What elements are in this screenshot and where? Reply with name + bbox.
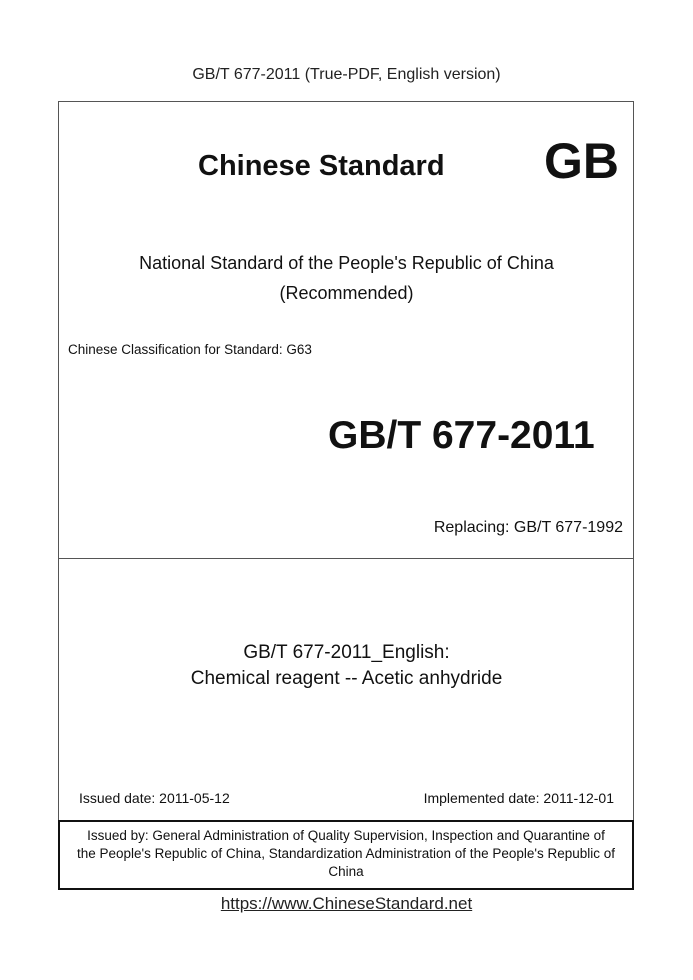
- website-link[interactable]: https://www.ChineseStandard.net: [220, 894, 473, 913]
- recommended-line: (Recommended): [279, 283, 414, 303]
- issuer-line2: the People's Republic of China, Standardization Administration of the People's Republic of: [77, 846, 615, 861]
- page-header: GB/T 677-2011 (True-PDF, English version): [192, 66, 501, 83]
- document-title-line1: GB/T 677-2011_English:: [243, 642, 450, 663]
- replacing-note: Replacing: GB/T 677-1992: [433, 519, 623, 536]
- gb-mark: GB: [544, 133, 619, 189]
- cover-title: Chinese Standard: [198, 150, 445, 182]
- issued-date: Issued date: 2011-05-12: [79, 790, 230, 806]
- standard-number: GB/T 677-2011: [328, 414, 595, 457]
- classification: Chinese Classification for Standard: G63: [68, 342, 312, 357]
- national-standard-line: National Standard of the People's Republic of China: [139, 253, 554, 273]
- document-title-line2: Chemical reagent -- Acetic anhydride: [190, 668, 503, 689]
- implemented-date: Implemented date: 2011-12-01: [423, 790, 614, 806]
- title-frame: [58, 558, 634, 822]
- issuer-line1: Issued by: General Administration of Quality Supervision, Inspection and Quarantine of: [87, 828, 605, 843]
- issuer-line3: China: [328, 864, 364, 879]
